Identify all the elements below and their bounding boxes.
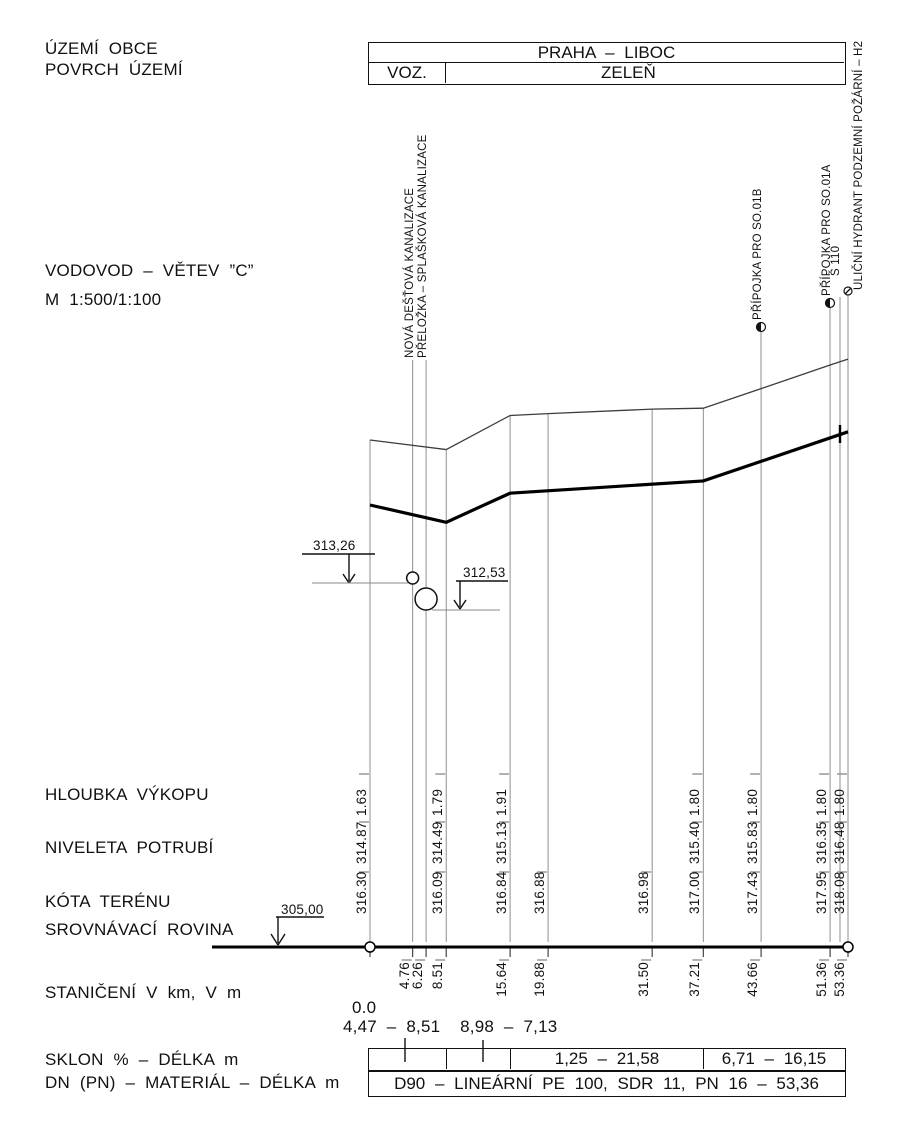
header-table bbox=[368, 42, 846, 85]
crossing-label: PŘELOŽKA – SPLAŠKOVÁ KANALIZACE bbox=[417, 134, 430, 358]
row-label-pipe-level: NIVELETA POTRUBÍ bbox=[45, 838, 214, 857]
row-label-chainage: STANIČENÍ V km, V m bbox=[45, 983, 242, 1002]
row-label-depth: HLOUBKA VÝKOPU bbox=[45, 785, 209, 804]
material-cell: D90 – LINEÁRNÍ PE 100, SDR 11, PN 16 – 53,36 bbox=[394, 1073, 819, 1093]
station-value: 8.51 bbox=[430, 962, 446, 990]
ground-level-value: 316.09 bbox=[430, 871, 446, 914]
station-value: 15.64 bbox=[494, 962, 510, 997]
chainage-origin: 0.0 bbox=[352, 998, 377, 1017]
ground-level-value: 317.43 bbox=[745, 871, 761, 914]
slope-cell: 1,25 – 21,58 bbox=[511, 1049, 704, 1069]
crossing-label: Š 110 bbox=[830, 245, 843, 276]
row-label-datum: SROVNÁVACÍ ROVINA bbox=[45, 920, 234, 939]
crossing-label: NOVÁ DEŠŤOVÁ KANALIZACE bbox=[403, 187, 416, 358]
surface-left-cell: VOZ. bbox=[369, 63, 446, 83]
surface-label: POVRCH ÚZEMÍ bbox=[45, 60, 183, 79]
territory-label: ÚZEMÍ OBCE bbox=[45, 39, 158, 58]
pipe-level-value: 316.35 bbox=[814, 821, 830, 864]
pipe-level-value: 315.13 bbox=[494, 821, 510, 864]
depth-value: 1.80 bbox=[831, 788, 847, 816]
callout-value: 312,53 bbox=[463, 565, 506, 580]
station-value: 53.36 bbox=[831, 962, 847, 997]
ground-level-value: 316.98 bbox=[636, 871, 652, 914]
station-value: 43.66 bbox=[745, 962, 761, 997]
station-value: 37.21 bbox=[687, 962, 703, 997]
slope-annotation: 4,47 – 8,51 8,98 – 7,13 bbox=[343, 1017, 558, 1036]
crossing-label: PŘÍPOJKA PRO SO.01B bbox=[752, 188, 765, 320]
pipe-level-value: 315.83 bbox=[745, 821, 761, 864]
row-label-material: DN (PN) – MATERIÁL – DÉLKA m bbox=[45, 1073, 340, 1092]
callout-value: 313,26 bbox=[313, 538, 356, 553]
row-label-ground-level: KÓTA TERÉNU bbox=[45, 892, 171, 911]
pipe-level-value: 315.40 bbox=[687, 821, 703, 864]
slope-table bbox=[368, 1048, 846, 1071]
depth-value: 1.80 bbox=[814, 788, 830, 816]
depth-value: 1.91 bbox=[494, 788, 510, 816]
slope-cell: 6,71 – 16,15 bbox=[721, 1049, 827, 1068]
ground-level-value: 316.30 bbox=[354, 871, 369, 914]
crossing-label: PŘÍPOJKA PRO SO.01A bbox=[821, 164, 834, 296]
station-value: 51.36 bbox=[814, 962, 830, 997]
station-value: 6.26 bbox=[410, 962, 426, 990]
material-table bbox=[368, 1071, 846, 1097]
ground-level-value: 316.88 bbox=[532, 871, 548, 914]
ground-level-value: 318.08 bbox=[831, 871, 847, 914]
drawing-scale: M 1:500/1:100 bbox=[45, 290, 162, 309]
station-value: 31.50 bbox=[636, 962, 652, 997]
pipe-level-value: 314.49 bbox=[430, 821, 446, 864]
depth-value: 1.63 bbox=[354, 788, 369, 816]
surface-right-cell: ZELEŇ bbox=[601, 63, 656, 82]
ground-level-value: 316.84 bbox=[494, 871, 510, 914]
depth-value: 1.80 bbox=[745, 788, 761, 816]
ground-level-value: 317.00 bbox=[687, 871, 703, 914]
municipality-cell: PRAHA – LIBOC bbox=[369, 43, 844, 63]
station-value: 19.88 bbox=[532, 962, 548, 997]
datum-elevation: 305,00 bbox=[281, 902, 324, 917]
depth-value: 1.79 bbox=[430, 788, 446, 816]
drawing-title: VODOVOD – VĚTEV ”C” bbox=[45, 261, 254, 280]
ground-level-value: 317.95 bbox=[814, 871, 830, 914]
depth-value: 1.80 bbox=[687, 788, 703, 816]
crossing-label: ULIČNÍ HYDRANT PODZEMNÍ POŽÁRNÍ – H2 bbox=[852, 40, 865, 290]
row-label-slope: SKLON % – DÉLKA m bbox=[45, 1050, 239, 1069]
slope-cell bbox=[447, 1049, 511, 1069]
pipe-level-value: 316.48 bbox=[831, 821, 847, 864]
station-value: 4.76 bbox=[396, 962, 412, 990]
slope-cell bbox=[369, 1049, 447, 1069]
pipe-level-value: 314.87 bbox=[354, 821, 369, 864]
